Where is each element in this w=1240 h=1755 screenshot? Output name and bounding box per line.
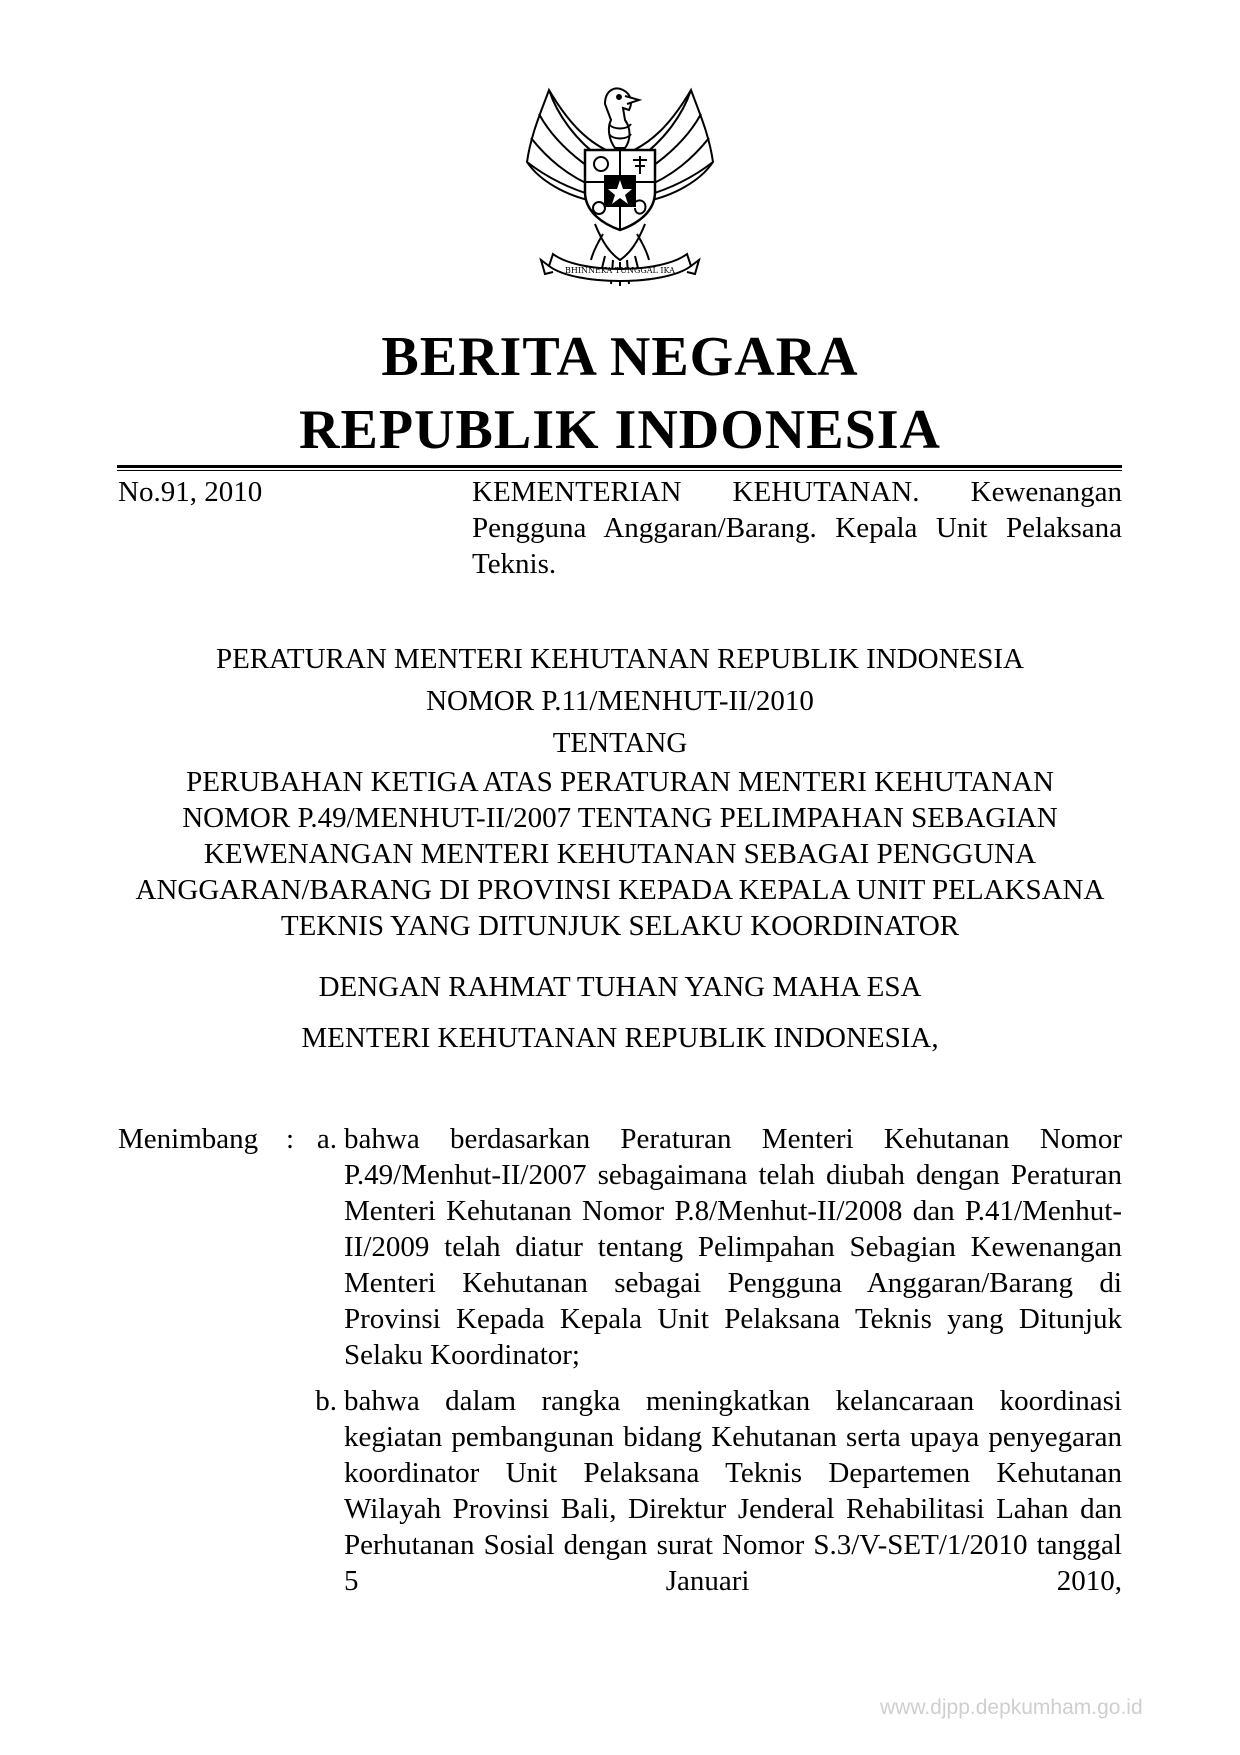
masthead-subtitle: REPUBLIK INDONESIA (299, 399, 941, 461)
gazette-number: No.91, 2010 (118, 476, 263, 508)
header-divider-thick (117, 465, 1122, 468)
preamble-line: DENGAN RAHMAT TUHAN YANG MAHA ESA (318, 971, 922, 1003)
gazette-subject: KEMENTERIAN KEHUTANAN. Kewenangan Pengguna Anggaran/Barang. Kepala Unit Pelaksana Teknis. (472, 476, 1122, 580)
consideration-text: bahwa dalam rangka meningkatkan kelancaraan koordinasi kegiatan pembangunan bidang Kehutanan serta upaya penyegaran koordinator Unit Pelaksana Teknis Departemen Kehutanan Wilayah Provinsi Bali, Direktur Jenderal Rehabilitasi Lahan dan Perhutanan Sosial dengan surat Nomor S.3/V-SET/1/2010 tanggal 5 Januari 2010, (344, 1385, 1122, 1597)
consideration-marker: b. (315, 1385, 337, 1417)
regulation-number: NOMOR P.11/MENHUT-II/2010 (426, 685, 814, 717)
watermark-url: www.djpp.depkumham.go.id (880, 1696, 1143, 1719)
considerations-colon: : (286, 1123, 295, 1155)
emblem-motto: BHINNEKA TUNGGAL IKA (565, 266, 675, 275)
masthead-title: BERITA NEGARA (381, 326, 859, 388)
header-divider-thin (117, 470, 1122, 471)
garuda-emblem-icon (519, 84, 721, 302)
considerations-label: Menimbang (118, 1123, 259, 1155)
consideration-marker: a. (316, 1123, 337, 1155)
regulation-about-label: TENTANG (552, 727, 688, 759)
regulation-about: PERUBAHAN KETIGA ATAS PERATURAN MENTERI KEHUTANAN NOMOR P.49/MENHUT-II/2007 TENTANG PELIMPAHAN SEBAGIAN KEWENANGAN MENTERI KEHUTANAN SEBAGAI PENGGUNA ANGGARAN/BARANG DI PROVINSI KEPADA KEPALA UNIT PELAKSANA TEKNIS YANG DITUNJUK SELAKU KOORDINATOR (135, 766, 1105, 942)
regulation-title: PERATURAN MENTERI KEHUTANAN REPUBLIK INDONESIA (215, 643, 1025, 675)
consideration-text: bahwa berdasarkan Peraturan Menteri Kehutanan Nomor P.49/Menhut-II/2007 sebagaimana telah diubah dengan Peraturan Menteri Kehutanan Nomor P.8/Menhut-II/2008 dan P.41/Menhut-II/2009 telah diatur tentang Pelimpahan Sebagian Kewenangan Menteri Kehutanan sebagai Pengguna Anggaran/Barang di Provinsi Kepada Kepala Unit Pelaksana Teknis yang Ditunjuk Selaku Koordinator; (344, 1123, 1122, 1371)
minister-line: MENTERI KEHUTANAN REPUBLIK INDONESIA, (301, 1022, 939, 1054)
